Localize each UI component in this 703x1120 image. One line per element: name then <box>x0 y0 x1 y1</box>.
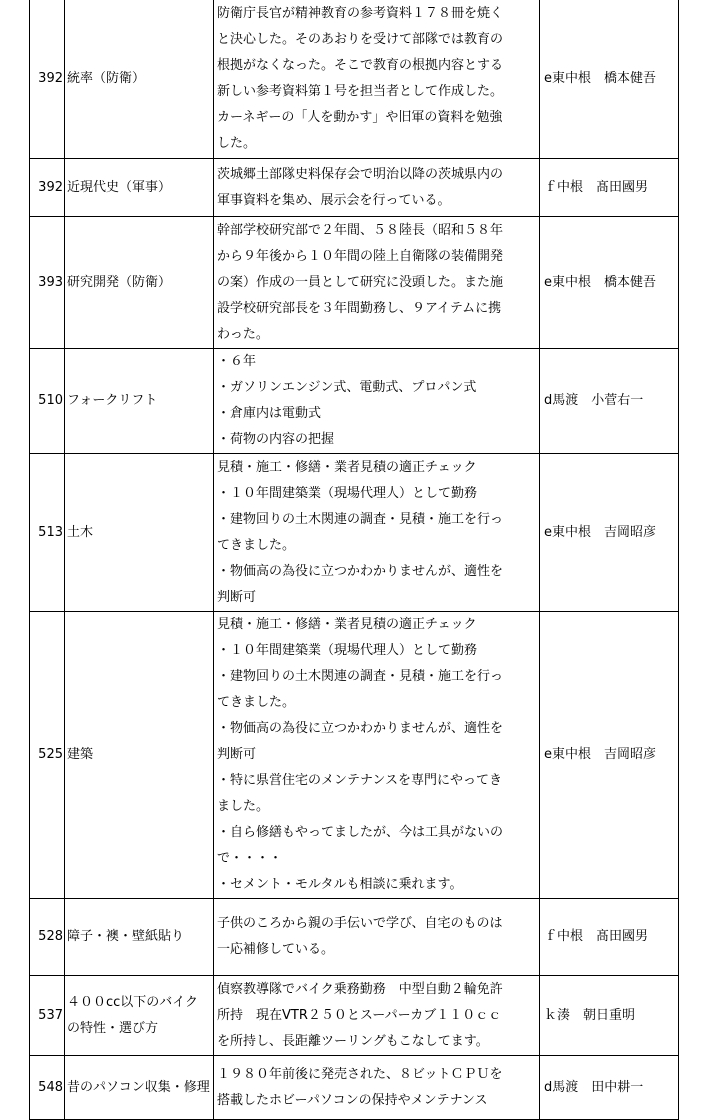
description-line: 偵察教導隊でバイク乗務勤務 中型自動２輪免許 <box>217 981 503 997</box>
description-line: ・建物回りの土木関連の調査・見積・施工を行っ <box>217 511 504 527</box>
row-description <box>214 1056 540 1120</box>
table-row <box>30 159 679 217</box>
description-line: 防衛庁長官が精神教育の参考資料１７８冊を焼く <box>217 5 504 21</box>
table-row <box>30 217 679 349</box>
description-line: ・物価高の為役に立つかわかりませんが、適性を <box>217 721 504 736</box>
row-responder: e東中根 吉岡昭彦 <box>540 612 679 899</box>
description-line: ・特に県営住宅のメンテナンスを専門にやってき <box>217 773 502 788</box>
description-line: から９年後から１０年間の陸上自衛隊の装備開発 <box>217 248 504 264</box>
description-line: てきました。 <box>217 537 296 553</box>
row-number: 528 <box>30 899 65 976</box>
skills-table <box>29 0 679 1120</box>
description-line: 幹部学校研究部で２年間、５８陸長（昭和５８年 <box>217 222 504 238</box>
description-line: ・セメント・モルタルも相談に乗れます。 <box>217 877 463 892</box>
description-line: した。 <box>217 135 257 151</box>
row-description <box>214 976 540 1056</box>
description-line: てきました。 <box>217 695 296 710</box>
description-line: を所持し、長距離ツーリングもこなしてます。 <box>217 1033 489 1049</box>
table-body <box>30 0 679 1120</box>
row-description <box>214 217 540 349</box>
description-line: ・６年 <box>217 354 257 369</box>
description-line: ・建物回りの土木関連の調査・見積・施工を行っ <box>217 669 504 684</box>
row-description <box>214 0 540 159</box>
row-responder: d馬渡 田中耕一 <box>540 1056 679 1120</box>
description-line: 子供のころから親の手伝いで学び、自宅のものは <box>217 916 503 931</box>
row-description <box>214 454 540 612</box>
row-responder: ｆ中根 髙田國男 <box>540 899 679 976</box>
description-line: 設学校研究部長を３年間勤務し、９アイテムに携 <box>217 300 502 316</box>
description-line: ・１０年間建築業（現場代理人）として勤務 <box>217 643 478 658</box>
table-row <box>30 1056 679 1120</box>
description-line: 見積・施工・修繕・業者見積の適正チェック <box>217 459 477 475</box>
row-responder: d馬渡 小菅右一 <box>540 349 679 454</box>
description-line: で・・・・ <box>217 851 283 866</box>
row-category: 昔のパソコン収集・修理 <box>65 1056 214 1120</box>
row-number: 525 <box>30 612 65 899</box>
description-line: 新しい参考資料第１号を担当者として作成した。 <box>217 83 504 99</box>
row-category: 土木 <box>65 454 214 612</box>
description-line: 根拠がなくなった。そこで教育の根拠内容とする <box>217 57 504 73</box>
description-line: と決心した。そのあおりを受けて部隊では教育の <box>217 31 504 47</box>
row-responder: e東中根 吉岡昭彦 <box>540 454 679 612</box>
description-line: 所持 現在VTR２５０とスーパーカブ１１０ｃｃ <box>217 1007 502 1023</box>
row-category: 研究開発（防衛） <box>65 217 214 349</box>
description-line: １９８０年前後に発売された、８ビットＣＰＵを <box>217 1066 503 1082</box>
description-line: カーネギーの「人を動かす」や旧軍の資料を勉強 <box>217 109 503 125</box>
description-line: 見積・施工・修繕・業者見積の適正チェック <box>217 617 477 632</box>
row-number: 513 <box>30 454 65 612</box>
row-responder: e東中根 橋本健吾 <box>540 0 679 159</box>
row-description <box>214 612 540 899</box>
table-row <box>30 976 679 1056</box>
description-line: ・荷物の内容の把握 <box>217 432 335 447</box>
row-category: 近現代史（軍事） <box>65 159 214 217</box>
table-row <box>30 454 679 612</box>
description-line: 一応補修している。 <box>217 942 335 957</box>
row-description <box>214 159 540 217</box>
row-category: 統率（防衛） <box>65 0 214 159</box>
row-number: 392 <box>30 0 65 159</box>
description-line: 搭載したホビーパソコンの保持やメンテナンス <box>217 1092 488 1108</box>
table-row <box>30 612 679 899</box>
description-line: わった。 <box>217 326 269 342</box>
description-line: ・自ら修繕もやってましたが、今は工具がないの <box>217 825 504 840</box>
row-responder: e東中根 橋本健吾 <box>540 217 679 349</box>
description-line: ・１０年間建築業（現場代理人）として勤務 <box>217 485 478 501</box>
row-number: 548 <box>30 1056 65 1120</box>
row-description <box>214 899 540 976</box>
row-category: 障子・襖・壁紙貼り <box>65 899 214 976</box>
description-line: 判断可 <box>217 589 257 605</box>
row-responder: ｋ湊 朝日重明 <box>540 976 679 1056</box>
description-line: 判断可 <box>217 747 257 762</box>
row-number: 510 <box>30 349 65 454</box>
description-line: ・倉庫内は電動式 <box>217 406 322 421</box>
description-line: ・ガソリンエンジン式、電動式、プロパン式 <box>217 380 477 395</box>
row-category: 建築 <box>65 612 214 899</box>
description-line: ・物価高の為役に立つかわかりませんが、適性を <box>217 563 504 579</box>
row-description <box>214 349 540 454</box>
row-number: 537 <box>30 976 65 1056</box>
description-line: の案）作成の一員として研究に没頭した。また施 <box>217 274 504 290</box>
row-category: ４００cc以下のバイクの特性・選び方 <box>65 976 214 1056</box>
row-responder: ｆ中根 髙田國男 <box>540 159 679 217</box>
description-line: 軍事資料を集め、展示会を行っている。 <box>217 192 451 208</box>
description-line: ました。 <box>217 799 270 814</box>
row-category: フォークリフト <box>65 349 214 454</box>
description-line: 茨城郷土部隊史料保存会で明治以降の茨城県内の <box>217 166 504 182</box>
row-number: 392 <box>30 159 65 217</box>
row-number: 393 <box>30 217 65 349</box>
table-row <box>30 899 679 976</box>
table-row <box>30 349 679 454</box>
table-row <box>30 0 679 159</box>
